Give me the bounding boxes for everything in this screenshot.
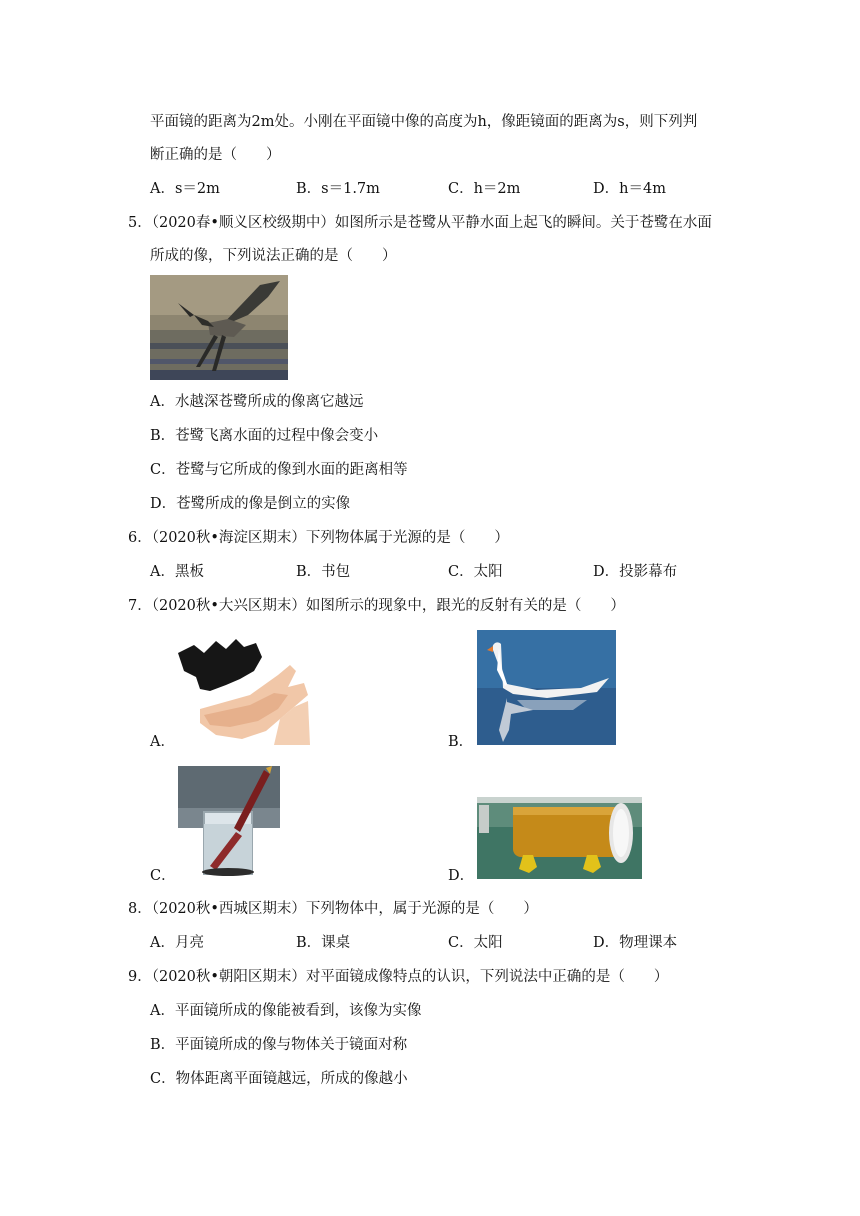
q6-option-a[interactable]: A．黑板 <box>150 564 204 580</box>
pinhole-tube-image <box>477 797 642 879</box>
q5-option-a[interactable]: A．水越深苍鹭所成的像离它越远 <box>150 394 364 410</box>
q9-option-c[interactable]: C．物体距离平面镜越远，所成的像越小 <box>150 1071 408 1087</box>
q8-option-a[interactable]: A．月亮 <box>150 935 204 951</box>
q6-option-c[interactable]: C．太阳 <box>448 564 503 580</box>
q9-option-b[interactable]: B．平面镜所成的像与物体关于镜面对称 <box>150 1037 408 1053</box>
q7-question-line: 7．（2020秋•大兴区期末）如图所示的现象中，跟光的反射有关的是（ ） <box>128 598 625 614</box>
q9-option-a[interactable]: A．平面镜所成的像能被看到，该像为实像 <box>150 1003 422 1019</box>
q5-question-line2: 所成的像，下列说法正确的是（ ） <box>150 248 397 264</box>
q5-question-line1: 5．（2020春•顺义区校级期中）如图所示是苍鹭从平静水面上起飞的瞬间。关于苍鹭在水面 <box>128 215 712 231</box>
q4-option-c[interactable]: C．h＝2m <box>448 181 521 197</box>
q6-question-line: 6．（2020秋•海淀区期末）下列物体属于光源的是（ ） <box>128 530 509 546</box>
q7-option-b[interactable]: B． <box>448 734 474 750</box>
q8-question-line: 8．（2020秋•西城区期末）下列物体中，属于光源的是（ ） <box>128 901 538 917</box>
q6-option-d[interactable]: D．投影幕布 <box>593 564 678 580</box>
q7-option-d[interactable]: D． <box>448 868 475 884</box>
q5-option-b[interactable]: B．苍鹭飞离水面的过程中像会变小 <box>150 428 379 444</box>
hand-shadow-image <box>170 635 310 745</box>
q5-option-d[interactable]: D．苍鹭所成的像是倒立的实像 <box>150 496 351 512</box>
q5-option-c[interactable]: C．苍鹭与它所成的像到水面的距离相等 <box>150 462 408 478</box>
heron-photo <box>150 275 288 380</box>
swan-reflection-image <box>477 630 616 745</box>
q4-text-line2: 断正确的是（ ） <box>150 147 281 163</box>
q4-option-d[interactable]: D．h＝4m <box>593 181 666 197</box>
q7-option-c[interactable]: C． <box>150 868 176 884</box>
q4-text-line1: 平面镜的距离为2m处。小刚在平面镜中像的高度为h，像距镜面的距离为s，则下列判 <box>150 114 698 130</box>
q8-option-d[interactable]: D．物理课本 <box>593 935 678 951</box>
pencil-in-water-image <box>178 766 280 878</box>
q8-option-b[interactable]: B．课桌 <box>296 935 351 951</box>
q4-option-a[interactable]: A．s＝2m <box>150 181 220 197</box>
q9-question-line: 9．（2020秋•朝阳区期末）对平面镜成像特点的认识，下列说法中正确的是（ ） <box>128 969 669 985</box>
q7-option-a[interactable]: A． <box>150 734 175 750</box>
q8-option-c[interactable]: C．太阳 <box>448 935 503 951</box>
q6-option-b[interactable]: B．书包 <box>296 564 351 580</box>
q4-option-b[interactable]: B．s＝1.7m <box>296 181 380 197</box>
